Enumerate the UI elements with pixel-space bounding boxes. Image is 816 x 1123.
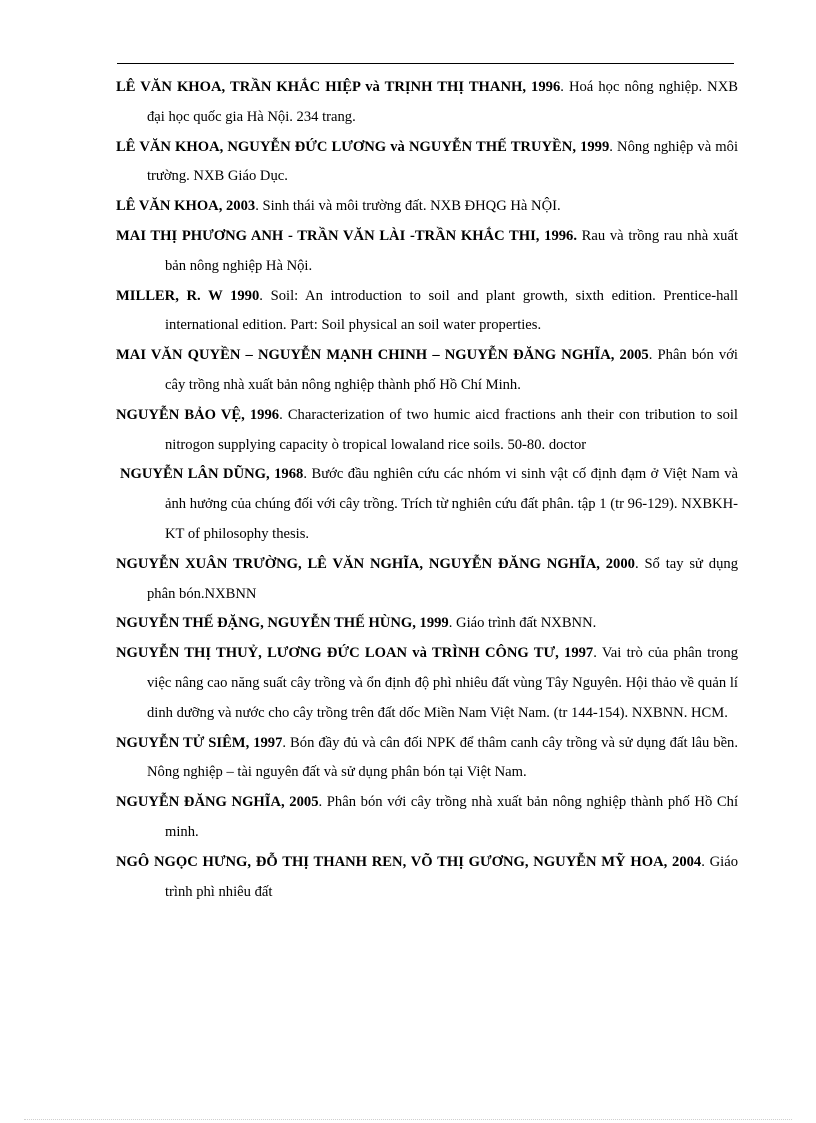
reference-authors: MAI THỊ PHƯƠNG ANH - TRẦN VĂN LÀI -TRẦN KHẮC THI, 1996. — [116, 227, 577, 244]
reference-authors: MILLER, R. W 1990 — [116, 287, 260, 304]
reference-entry — [116, 639, 738, 728]
reference-entry — [116, 282, 738, 342]
reference-authors: NGUYỄN ĐĂNG NGHĨA, 2005 — [116, 794, 319, 811]
reference-details: . Vai trò của phân trong việc nâng cao năng suất cây trồng và ổn định độ phì nhiêu đất vùng Tây Nguyên. Hội thảo về quản lí dinh dưỡng và nước cho cây trồng trên đất dốc Miền Nam Việt Nam. (tr 144-154). NXBNN. HCM. — [147, 645, 738, 721]
reference-entry — [116, 401, 738, 461]
bottom-divider — [24, 1119, 792, 1120]
reference-details: . Phân bón với cây trồng nhà xuất bản nông nghiệp thành phố Hồ Chí Minh. — [165, 347, 738, 393]
reference-authors: NGUYỄN THẾ ĐẶNG, NGUYỄN THẾ HÙNG, 1999 — [116, 615, 449, 632]
reference-details: . Hoá học nông nghiệp. NXB đại học quốc gia Hà Nội. 234 trang. — [147, 79, 738, 125]
reference-authors: NGUYỄN LÂN DŨNG, 1968 — [120, 466, 304, 483]
reference-details: . Nông nghiệp và môi trường. NXB Giáo Dục. — [147, 138, 738, 185]
reference-details: . Soil: An introduction to soil and plant growth, sixth edition. Prentice-hall international edition. Part: Soil physical an soil water properties. — [165, 287, 738, 334]
reference-entry — [116, 848, 738, 908]
reference-authors: NGUYỄN BẢO VỆ, 1996 — [116, 406, 280, 423]
reference-entry — [116, 609, 738, 639]
reference-details: . Characterization of two humic aicd fractions anh their con tribution to soil nitrogon supplying capacity ò tropical lowaland rice soils. 50-80. doctor — [165, 406, 738, 453]
reference-authors: MAI VĂN QUYỀN – NGUYỄN MẠNH CHINH – NGUYỄN ĐĂNG NGHĨA, 2005 — [116, 347, 649, 364]
reference-entry — [116, 341, 738, 401]
reference-details: . Giáo trình phì nhiêu đất — [165, 853, 739, 900]
reference-authors: NGUYỄN XUÂN TRƯỜNG, LÊ VĂN NGHĨA, NGUYỄN ĐĂNG NGHĨA, 2000 — [116, 555, 635, 572]
reference-entry — [116, 729, 738, 789]
reference-details: . Sổ tay sử dụng phân bón.NXBNN — [147, 555, 738, 602]
reference-entry — [116, 192, 738, 222]
reference-details: . Bón đầy đủ và cân đối NPK để thâm canh cây trồng và sử dụng đất lâu bền. Nông nghiệp – tài nguyên đất và sử dụng phân bón tại Việt Nam. — [147, 734, 738, 781]
reference-details: . Giáo trình đất NXBNN. — [448, 615, 597, 632]
reference-entry — [116, 133, 738, 193]
reference-entry — [116, 73, 738, 133]
reference-details: Rau và trồng rau nhà xuất bản nông nghiệp Hà Nội. — [165, 227, 738, 274]
reference-details: . Sinh thái và môi trường đất. NXB ĐHQG Hà NỘI. — [255, 198, 561, 215]
reference-authors: NGÔ NGỌC HƯNG, ĐỖ THỊ THANH REN, VÕ THỊ GƯƠNG, NGUYỄN MỸ HOA, 2004 — [116, 853, 702, 870]
reference-details: . Bước đầu nghiên cứu các nhóm vi sinh vật cố định đạm ở Việt Nam và ảnh hưởng của chúng đối với cây trồng. Trích từ nghiên cứu đất phân. tập 1 (tr 96-129). NXBKH-KT of philosophy thesis. — [165, 466, 738, 542]
top-divider — [117, 63, 734, 64]
reference-details: . Phân bón với cây trồng nhà xuất bản nông nghiệp thành phố Hồ Chí minh. — [165, 794, 739, 840]
reference-authors: LÊ VĂN KHOA, NGUYỄN ĐỨC LƯƠNG và NGUYỄN THẾ TRUYỀN, 1999 — [116, 138, 610, 155]
reference-authors: LÊ VĂN KHOA, 2003 — [116, 198, 256, 215]
reference-entry — [116, 550, 738, 610]
reference-authors: NGUYỄN THỊ THUỶ, LƯƠNG ĐỨC LOAN và TRÌNH CÔNG TƯ, 1997 — [116, 645, 594, 662]
reference-entry — [116, 460, 738, 549]
reference-list — [116, 73, 738, 907]
reference-authors: NGUYỄN TỬ SIÊM, 1997 — [116, 734, 283, 751]
reference-entry — [116, 222, 738, 282]
reference-authors: LÊ VĂN KHOA, TRẦN KHẮC HIỆP và TRỊNH THỊ THANH, 1996 — [116, 79, 561, 95]
reference-entry — [116, 788, 738, 848]
